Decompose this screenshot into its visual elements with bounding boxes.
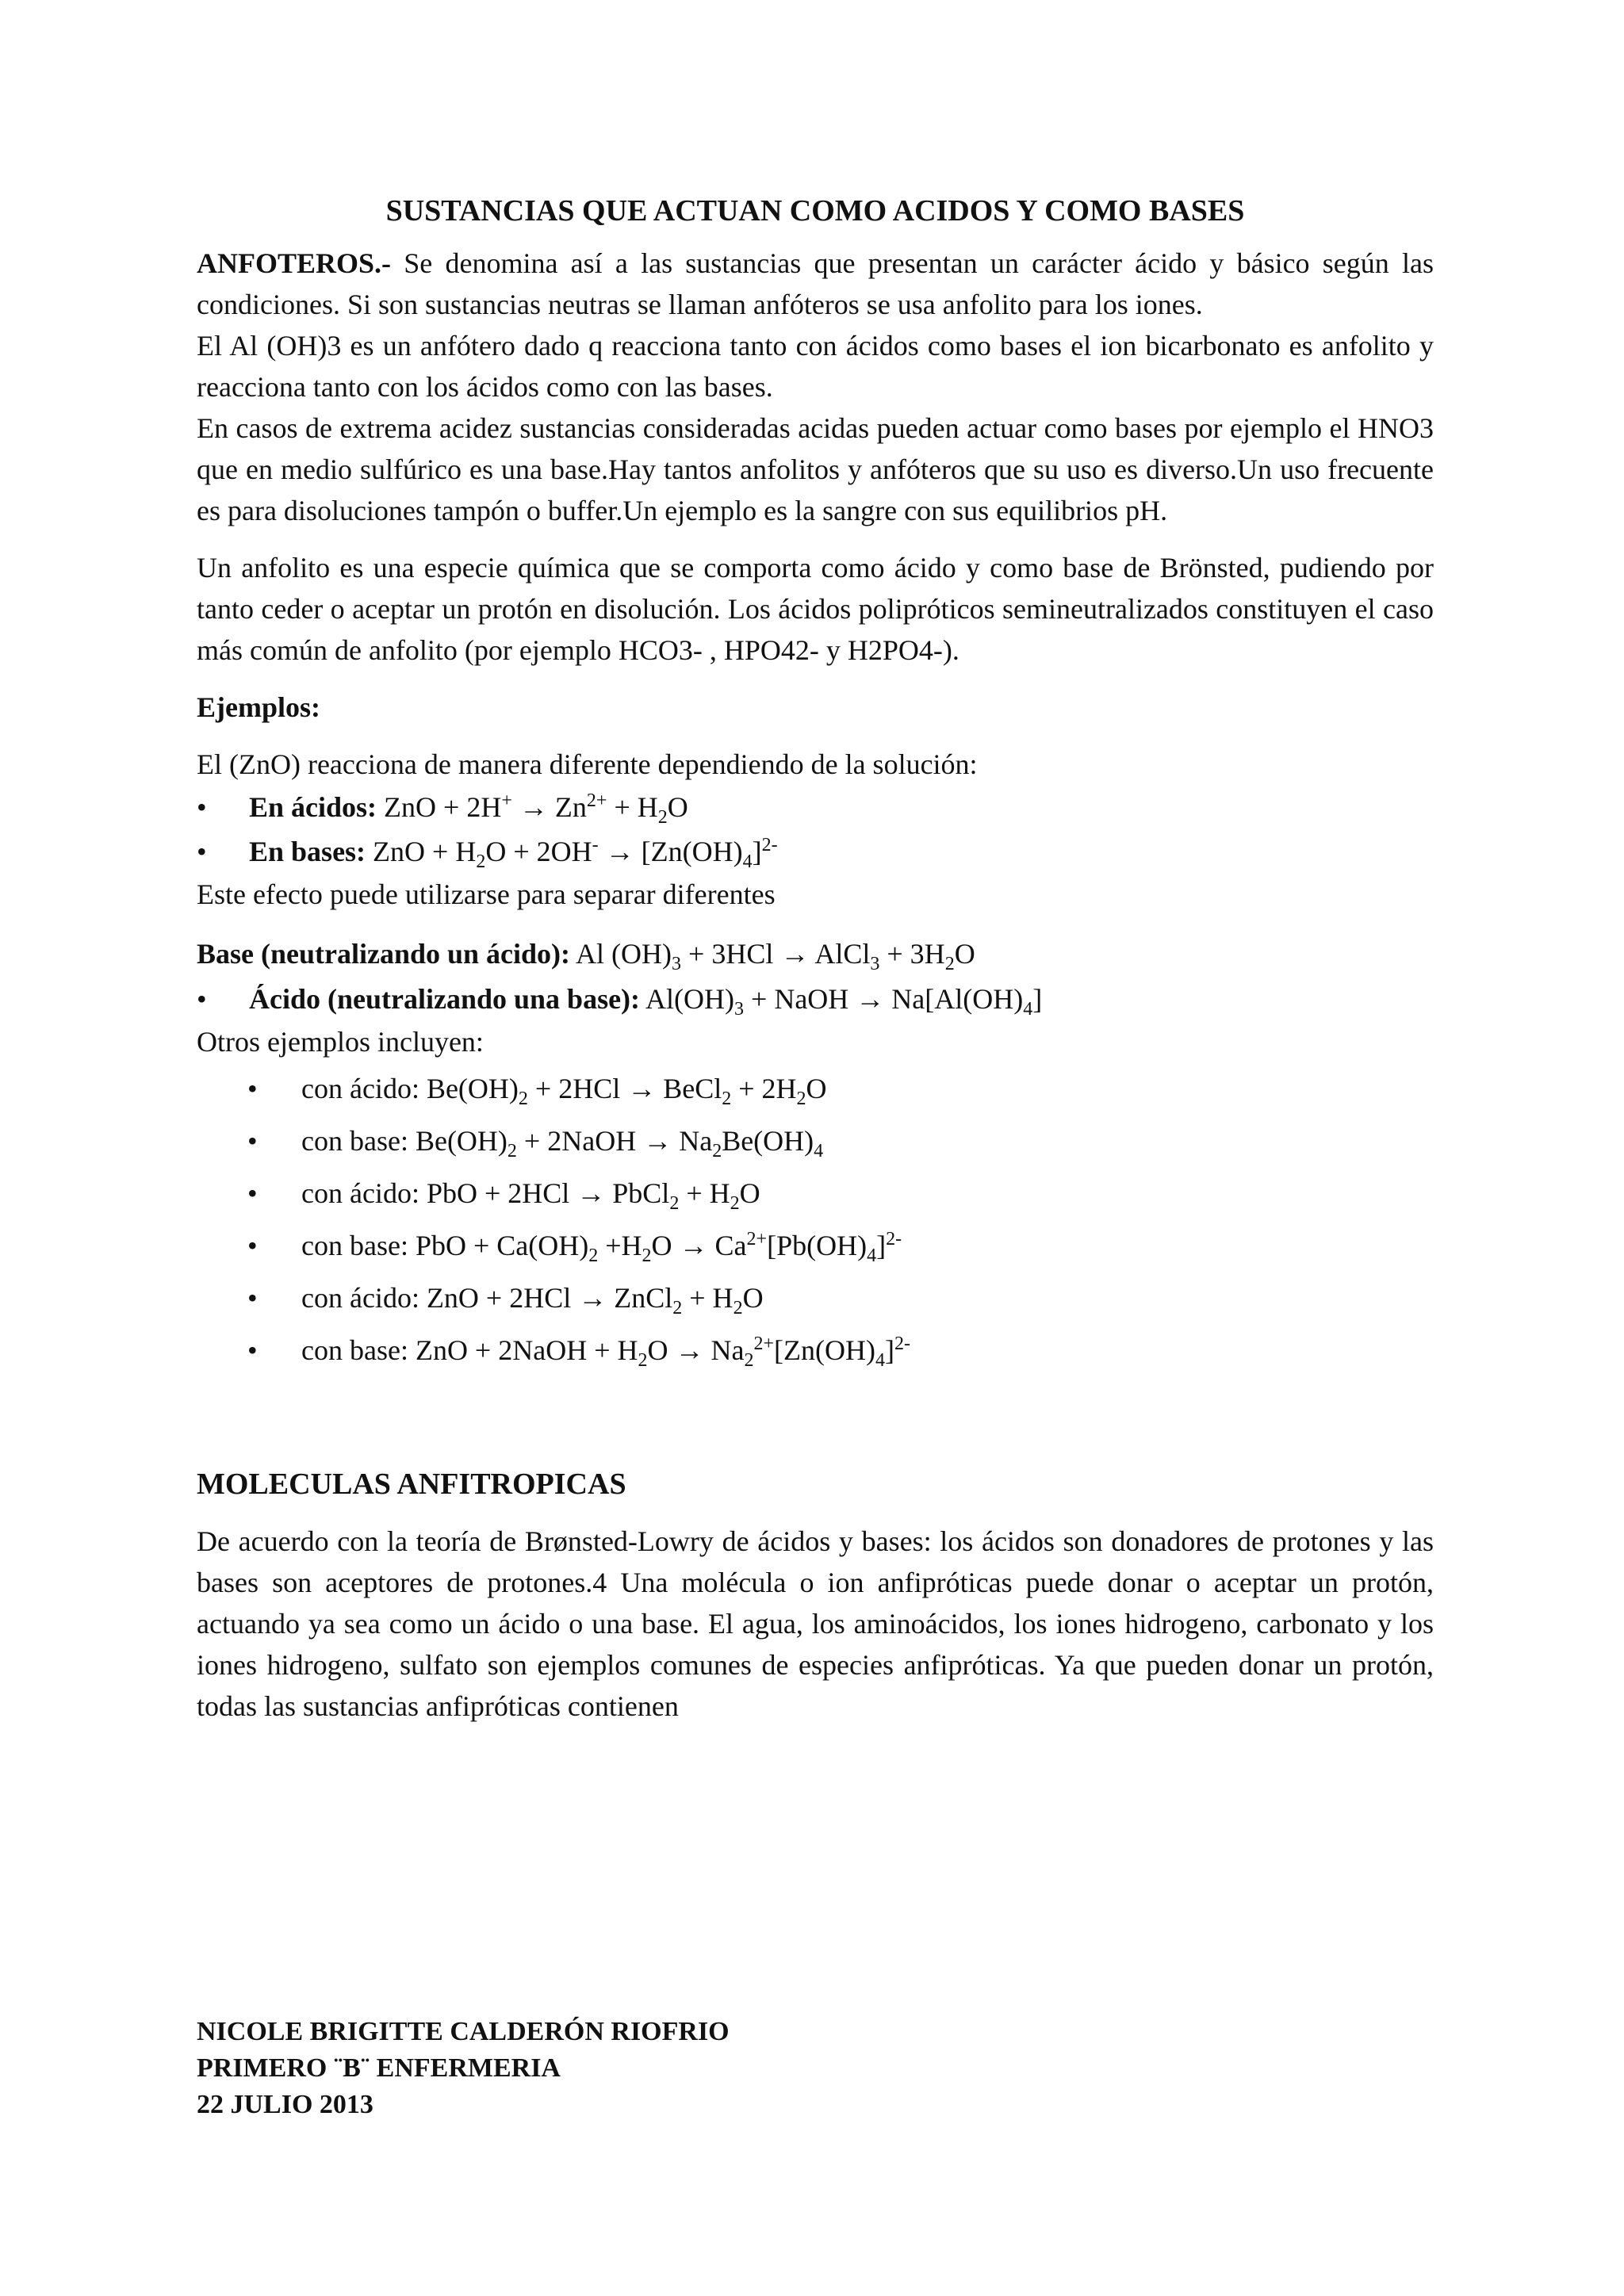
lead-list — [197, 1167, 1434, 1272]
list-item — [197, 1167, 1434, 1219]
equation-part: ] — [885, 1334, 894, 1366]
effect-text: Este efecto puede utilizarse para separar diferentes — [197, 878, 776, 910]
list-item — [197, 829, 1434, 874]
equation-part: O — [806, 1073, 827, 1104]
document-body — [197, 190, 1434, 1727]
equation-part: con base: ZnO + 2NaOH + H — [301, 1334, 638, 1366]
superscript: 2+ — [746, 1229, 768, 1249]
equation-part: + 2HCl → BeCl — [527, 1073, 722, 1104]
page-title: SUSTANCIAS QUE ACTUAN COMO ACIDOS Y COMO BASES — [385, 194, 1245, 228]
subscript: 2 — [518, 1089, 528, 1110]
equation-part: ] — [752, 836, 762, 867]
superscript: 2+ — [586, 790, 607, 811]
author-name: NICOLE BRIGITTE CALDERÓN RIOFRIO — [197, 2017, 730, 2046]
list-item — [197, 977, 1434, 1021]
equation-part: O — [742, 1282, 764, 1314]
equation-part: + H — [679, 1177, 730, 1209]
superscript: 2- — [886, 1229, 902, 1249]
ampholyte-paragraph: Un anfolito es una especie química que se comporta como ácido y como base de Brönsted, pudiendo por tanto ceder o aceptar un protón en disolución. Los ácidos polipróticos semineutralizados constituyen el caso más común de anfolito (por ejemplo HCO3- , HPO42- y H2PO4-). — [197, 552, 1434, 666]
equation-part: + 2H — [731, 1073, 797, 1104]
other-examples-text: Otros ejemplos incluyen: — [197, 1026, 484, 1058]
equation-part: O → Na — [647, 1334, 745, 1366]
subscript: 4 — [875, 1350, 885, 1372]
superscript: 2- — [761, 835, 778, 855]
equation-part: O — [954, 938, 975, 970]
equation-part: con ácido: Be(OH) — [301, 1073, 519, 1104]
subscript: 2 — [730, 1193, 740, 1215]
equation-part: con ácido: ZnO + 2HCl → ZnCl — [301, 1282, 673, 1314]
equation-part: Al(OH) — [640, 983, 735, 1015]
zinc-list — [197, 1272, 1434, 1376]
equation-part: con ácido: PbO + 2HCl → PbCl — [301, 1177, 670, 1209]
list-item — [197, 1062, 1434, 1115]
equation-part: [Pb(OH) — [767, 1230, 868, 1261]
equation-part: + 3H — [879, 938, 945, 970]
list-item — [197, 1272, 1434, 1324]
subscript: 2 — [657, 807, 668, 828]
equation-part: +H — [598, 1230, 642, 1261]
equation-label: Base (neutralizando un ácido): — [197, 938, 571, 970]
beryllium-list — [197, 1062, 1434, 1167]
superscript: 2- — [894, 1334, 910, 1354]
equation-part: ZnO + H — [366, 836, 477, 867]
subscript: 3 — [672, 954, 682, 975]
subscript: 3 — [734, 999, 745, 1020]
zno-reactions-list — [197, 785, 1434, 874]
subscript: 4 — [867, 1246, 877, 1267]
subscript: 4 — [814, 1141, 824, 1162]
equation-part: + H — [607, 791, 658, 823]
list-item — [197, 1115, 1434, 1167]
equation-part: O → Ca — [651, 1230, 747, 1261]
zno-intro: El (ZnO) reacciona de manera diferente dependiendo de la solución: — [197, 748, 978, 780]
equation-label: En ácidos: — [249, 791, 377, 823]
subscript: 2 — [722, 1089, 732, 1110]
superscript: 2+ — [753, 1334, 775, 1354]
acid-neutralization-list — [197, 977, 1434, 1021]
equation-part: Al (OH) — [570, 938, 672, 970]
equation-part: → Zn — [511, 791, 587, 823]
equation-part: Be(OH) — [722, 1125, 814, 1157]
subscript: 4 — [1023, 999, 1033, 1020]
subscript: 2 — [642, 1246, 652, 1267]
course-label: PRIMERO ¨B¨ ENFERMERIA — [197, 2053, 561, 2083]
equation-part: → [Zn(OH) — [598, 836, 743, 867]
list-item — [197, 1324, 1434, 1376]
equation-part: ] — [1032, 983, 1043, 1015]
anfoteros-text: Se denomina así a las sustancias que presentan un carácter ácido y básico según las condiciones. Si son sustancias neutras se llaman anfóteros se usa anfolito para los iones. — [197, 247, 1434, 320]
equation-part: + 3HCl → AlCl — [681, 938, 871, 970]
equation-part: con base: Be(OH) — [301, 1125, 508, 1157]
equation-part: ] — [876, 1230, 887, 1261]
superscript: - — [592, 835, 599, 855]
subscript: 3 — [870, 954, 880, 975]
equation-part: O — [739, 1177, 760, 1209]
subscript: 2 — [744, 1350, 754, 1372]
list-item — [197, 785, 1434, 829]
subscript: 2 — [507, 1141, 517, 1162]
subscript: 2 — [712, 1141, 722, 1162]
equation-part: O + 2OH — [485, 836, 592, 867]
equation-part: + NaOH → Na[Al(OH) — [744, 983, 1024, 1015]
equation-part: O — [667, 791, 688, 823]
equation-label: Ácido (neutralizando una base): — [249, 983, 641, 1015]
equation-part: + 2NaOH → Na — [516, 1125, 713, 1157]
subscript: 4 — [742, 851, 753, 873]
equation-part: con base: PbO + Ca(OH) — [301, 1230, 589, 1261]
acidity-paragraph: En casos de extrema acidez sustancias consideradas acidas pueden actuar como bases por ejemplo el HNO3 que en medio sulfúrico es una base.Hay tantos anfolitos y anfóteros que su uso es diverso.Un uso frecuente es para disoluciones tampón o buffer.Un ejemplo es la sangre con sus equilibrios pH. — [197, 412, 1434, 526]
equation-part: ZnO + 2H — [377, 791, 502, 823]
equation-part: [Zn(OH) — [774, 1334, 875, 1366]
anfoteros-label: ANFOTEROS.- — [197, 247, 392, 279]
equation-part: + H — [682, 1282, 733, 1314]
subscript: 2 — [638, 1350, 648, 1372]
document-date: 22 JULIO 2013 — [197, 2090, 373, 2119]
anfoteros-paragraph — [197, 243, 1434, 325]
superscript: + — [501, 790, 512, 811]
document-footer — [197, 2014, 730, 2123]
subscript: 2 — [588, 1246, 599, 1267]
examples-heading: Ejemplos: — [197, 691, 320, 723]
subscript: 2 — [944, 954, 955, 975]
subscript: 2 — [796, 1089, 806, 1110]
amphiprotic-heading: MOLECULAS ANFITROPICAS — [197, 1468, 626, 1501]
bronsted-paragraph: De acuerdo con la teoría de Brønsted-Lowry de ácidos y bases: los ácidos son donadores de protones y las bases son aceptores de protones.4 Una molécula o ion anfipróticas puede donar o aceptar un protón, actuando ya sea como un ácido o una base. El agua, los aminoácidos, los iones hidrogeno, carbonato y los iones hidrogeno, sulfato son ejemplos comunes de especies anfipróticas. Ya que pueden donar un protón, todas las sustancias anfipróticas contienen — [197, 1525, 1434, 1722]
equation-label: En bases: — [249, 836, 366, 867]
subscript: 2 — [733, 1298, 743, 1319]
aluminum-hydroxide-paragraph: El Al (OH)3 es un anfótero dado q reacciona tanto con ácidos como bases el ion bicarbonato es anfolito y reacciona tanto con los ácidos como con las bases. — [197, 330, 1434, 403]
subscript: 2 — [672, 1298, 683, 1319]
base-neutralization-equation — [197, 931, 1434, 977]
subscript: 2 — [476, 851, 486, 873]
list-item — [197, 1219, 1434, 1272]
subscript: 2 — [669, 1193, 680, 1215]
